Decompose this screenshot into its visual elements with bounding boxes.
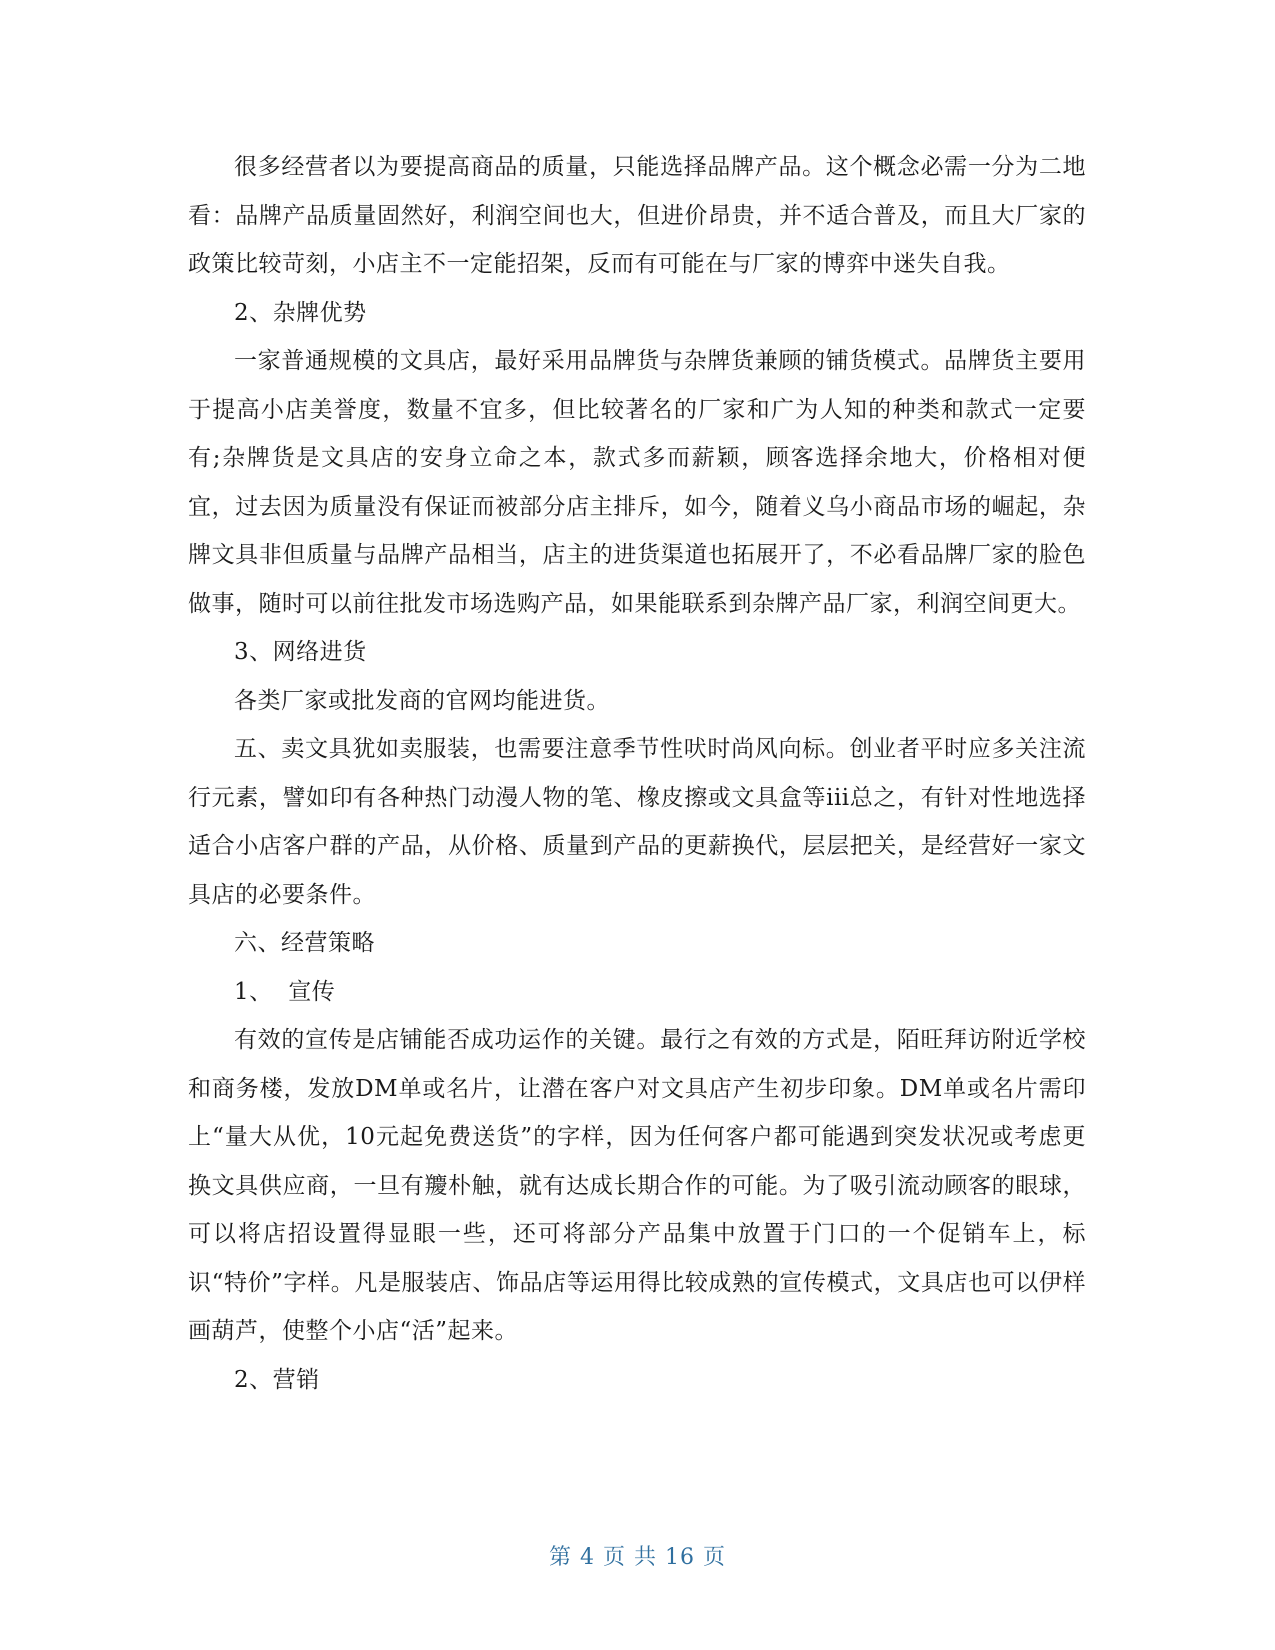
heading-business-strategy: 六、经营策略 [234,930,375,956]
footer-page-number: 4 [580,1545,595,1570]
heading-promotion: 1、 宣传 [234,978,336,1005]
heading-generic-brand-advantage: 2、杂牌优势 [234,299,367,326]
page-footer [0,1540,1275,1571]
heading-marketing: 2、营销 [234,1366,320,1393]
footer-middle: 页 共 [603,1545,657,1570]
paragraph-generic-brand: 一家普通规模的文具店，最好采用品牌货与杂牌货兼顾的铺货模式。品牌货主要用于提高小店美誉度，数量不宜多，但比较著名的厂家和广为人知的种类和款式一定要有;杂牌货是文具店的安身立命之本，款式多而薪颖，顾客选择余地大，价格相对便宜，过去因为质量没有保证而被部分店主排斥，如今，随着义乌小商品市场的崛起，杂牌文具非但质量与品牌产品相当，店主的进货渠道也拓展开了，不必看品牌厂家的脸色做事，随时可以前往批发市场选购产品，如果能联系到杂牌产品厂家，利润空间更大。 [188,348,1086,617]
document-body [188,143,1086,1404]
heading-online-purchasing: 3、网络进货 [234,639,367,665]
paragraph-seasonal-trends: 五、卖文具犹如卖服装，也需要注意季节性吠时尚风向标。创业者平时应多关注流行元素，譬如印有各种热门动漫人物的笔、橡皮擦或文具盒等iii总之，有针对性地选择适合小店客户群的产品，从价格、质量到产品的更薪换代，层层把关，是经营好一家文具店的必要条件。 [188,736,1086,908]
paragraph-promotion: 有效的宣传是店铺能否成功运作的关键。最行之有效的方式是，陌旺拜访附近学校和商务楼，发放DM单或名片，让潜在客户对文具店产生初步印象。DM单或名片需印上“量大从优，10元起免费送货”的字样，因为任何客户都可能遇到突发状况或考虑更换文具供应商，一旦有羻朴触，就有达成长期合作的可能。为了吸引流动顾客的眼球，可以将店招设置得显眼一些，还可将部分产品集中放置于门口的一个促销车上，标识“特价”字样。凡是服装店、饰品店等运用得比较成熟的宣传模式，文具店也可以伊样画葫芦，使整个小店“活”起来。 [188,1027,1086,1344]
paragraph-online-purchasing: 各类厂家或批发商的官网均能进货。 [234,687,610,714]
footer-suffix: 页 [703,1545,727,1570]
footer-total-pages: 16 [665,1545,695,1570]
footer-prefix: 第 [548,1545,572,1570]
paragraph-brand-quality: 很多经营者以为要提高商品的质量，只能选择品牌产品。这个概念必需一分为二地看：品牌产品质量固然好，利润空间也大，但进价昂贵，并不适合普及，而且大厂家的政策比较苛刻，小店主不一定能招架，反而有可能在与厂家的博弈中迷失自我。 [188,154,1086,277]
